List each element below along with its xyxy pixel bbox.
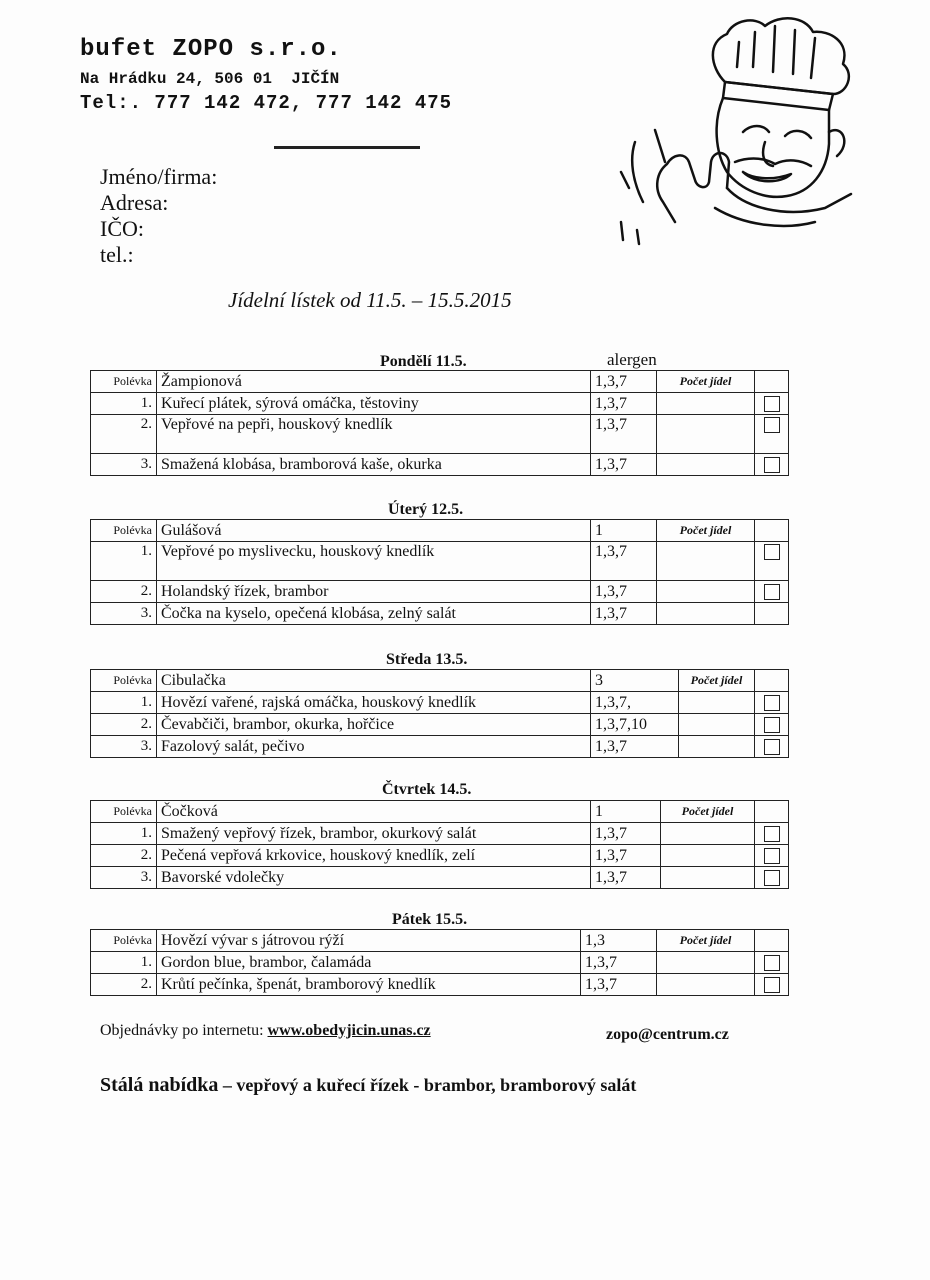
meal-name: Gordon blue, brambor, čalamáda <box>157 952 581 974</box>
allergen-value: 1 <box>591 801 661 823</box>
allergen-value: 1,3,7,10 <box>591 714 679 736</box>
table-row <box>91 845 789 867</box>
company-name: bufet ZOPO s.r.o. <box>80 36 342 63</box>
pocet-jidel-label: Počet jídel <box>657 930 755 952</box>
soup-name: Hovězí vývar s játrovou rýží <box>157 930 581 952</box>
chef-illustration <box>615 12 865 247</box>
contact-email[interactable]: zopo@centrum.cz <box>606 1026 729 1043</box>
allergen-value: 1,3 <box>581 930 657 952</box>
customer-name-label: Jméno/firma: <box>100 164 218 189</box>
table-row <box>91 736 789 758</box>
meal-number: 1. <box>91 692 157 714</box>
menu-table-wednesday <box>90 669 789 758</box>
meal-number: 1. <box>91 542 157 581</box>
soup-name: Cibulačka <box>157 670 591 692</box>
meal-name: Hovězí vařené, rajská omáčka, houskový knedlík <box>157 692 591 714</box>
order-checkbox[interactable] <box>764 417 780 433</box>
soup-name: Žampionová <box>157 371 591 393</box>
table-row <box>91 581 789 603</box>
quantity-cell[interactable] <box>661 867 755 889</box>
soup-label: Polévka <box>91 670 157 692</box>
order-checkbox[interactable] <box>764 870 780 886</box>
meal-number: 2. <box>91 415 157 454</box>
soup-label: Polévka <box>91 930 157 952</box>
day-heading-tuesday: Úterý 12.5. <box>388 501 464 518</box>
order-checkbox[interactable] <box>764 977 780 993</box>
soup-row <box>91 520 789 542</box>
soup-label: Polévka <box>91 371 157 393</box>
allergen-value: 1,3,7 <box>591 542 657 581</box>
menu-table-tuesday <box>90 519 789 625</box>
meal-name: Vepřové po myslivecku, houskový knedlík <box>157 542 591 581</box>
quantity-cell[interactable] <box>657 454 755 476</box>
customer-ico-label: IČO: <box>100 216 144 241</box>
quantity-cell[interactable] <box>679 736 755 758</box>
allergen-value: 1,3,7 <box>591 581 657 603</box>
table-row <box>91 393 789 415</box>
soup-row <box>91 801 789 823</box>
divider <box>274 146 420 149</box>
allergen-value: 1,3,7 <box>591 415 657 454</box>
meal-number: 1. <box>91 823 157 845</box>
table-row <box>91 867 789 889</box>
meal-number: 3. <box>91 867 157 889</box>
meal-name: Kuřecí plátek, sýrová omáčka, těstoviny <box>157 393 591 415</box>
soup-name: Gulášová <box>157 520 591 542</box>
soup-row <box>91 670 789 692</box>
customer-phone-label: tel.: <box>100 242 134 267</box>
company-address: Na Hrádku 24, 506 01 JIČÍN <box>80 70 340 88</box>
pocet-jidel-label: Počet jídel <box>657 520 755 542</box>
soup-row <box>91 930 789 952</box>
order-checkbox[interactable] <box>764 848 780 864</box>
empty-cell <box>755 930 789 952</box>
meal-name: Vepřové na pepři, houskový knedlík <box>157 415 591 454</box>
soup-name: Čočková <box>157 801 591 823</box>
soup-row <box>91 371 789 393</box>
pocet-jidel-label: Počet jídel <box>679 670 755 692</box>
allergen-value: 1,3,7 <box>591 845 661 867</box>
allergen-value: 1,3,7 <box>591 736 679 758</box>
table-row <box>91 603 789 625</box>
company-phones: Tel:. 777 142 472, 777 142 475 <box>80 92 453 114</box>
meal-number: 3. <box>91 603 157 625</box>
order-checkbox[interactable] <box>764 739 780 755</box>
table-row <box>91 692 789 714</box>
meal-number: 3. <box>91 454 157 476</box>
order-checkbox[interactable] <box>764 717 780 733</box>
meal-number: 1. <box>91 952 157 974</box>
day-heading-friday: Pátek 15.5. <box>392 911 468 928</box>
allergen-value: 3 <box>591 670 679 692</box>
table-row <box>91 823 789 845</box>
table-row <box>91 952 789 974</box>
day-heading-wednesday: Středa 13.5. <box>386 651 468 668</box>
allergen-value: 1,3,7 <box>581 974 657 996</box>
allergen-value: 1,3,7 <box>591 371 657 393</box>
menu-title: Jídelní lístek od 11.5. – 15.5.2015 <box>228 288 512 312</box>
meal-number: 2. <box>91 581 157 603</box>
permanent-offer-label: Stálá nabídka <box>100 1074 219 1096</box>
meal-name: Čočka na kyselo, opečená klobása, zelný salát <box>157 603 591 625</box>
order-checkbox[interactable] <box>764 695 780 711</box>
empty-cell <box>755 520 789 542</box>
meal-name: Smažená klobása, bramborová kaše, okurka <box>157 454 591 476</box>
allergen-value: 1,3,7 <box>591 393 657 415</box>
order-checkbox[interactable] <box>764 584 780 600</box>
empty-cell <box>755 670 789 692</box>
allergen-value: 1,3,7 <box>581 952 657 974</box>
table-row <box>91 714 789 736</box>
pocet-jidel-label: Počet jídel <box>661 801 755 823</box>
day-heading-thursday: Čtvrtek 14.5. <box>382 781 472 798</box>
online-orders-line <box>100 1022 431 1040</box>
meal-number: 2. <box>91 714 157 736</box>
quantity-cell[interactable] <box>657 974 755 996</box>
customer-address-label: Adresa: <box>100 190 169 215</box>
allergen-value: 1,3,7 <box>591 603 657 625</box>
quantity-cell[interactable] <box>679 692 755 714</box>
empty-cell <box>755 603 789 625</box>
meal-name: Pečená vepřová krkovice, houskový knedlík, zelí <box>157 845 591 867</box>
allergen-value: 1,3,7, <box>591 692 679 714</box>
quantity-cell[interactable] <box>657 581 755 603</box>
meal-name: Bavorské vdolečky <box>157 867 591 889</box>
table-row <box>91 974 789 996</box>
online-orders-label: Objednávky po internetu: <box>100 1022 264 1039</box>
soup-label: Polévka <box>91 801 157 823</box>
meal-number: 2. <box>91 974 157 996</box>
quantity-cell[interactable] <box>679 714 755 736</box>
table-row <box>91 415 789 454</box>
quantity-cell[interactable] <box>661 845 755 867</box>
order-checkbox[interactable] <box>764 955 780 971</box>
pocet-jidel-label: Počet jídel <box>657 371 755 393</box>
menu-table-thursday <box>90 800 789 889</box>
meal-number: 2. <box>91 845 157 867</box>
table-row <box>91 454 789 476</box>
menu-table-monday <box>90 370 789 476</box>
menu-table-friday <box>90 929 789 996</box>
order-checkbox[interactable] <box>764 457 780 473</box>
allergen-value: 1,3,7 <box>591 867 661 889</box>
meal-number: 3. <box>91 736 157 758</box>
allergen-value: 1 <box>591 520 657 542</box>
order-checkbox[interactable] <box>764 396 780 412</box>
meal-name: Čevabčiči, brambor, okurka, hořčice <box>157 714 591 736</box>
order-checkbox[interactable] <box>764 826 780 842</box>
quantity-cell[interactable] <box>657 542 755 581</box>
allergen-column-heading: alergen <box>607 350 657 369</box>
empty-cell <box>755 801 789 823</box>
quantity-cell[interactable] <box>657 393 755 415</box>
day-heading-monday: Pondělí 11.5. <box>380 353 467 370</box>
order-checkbox[interactable] <box>764 544 780 560</box>
meal-name: Fazolový salát, pečivo <box>157 736 591 758</box>
quantity-cell[interactable] <box>657 952 755 974</box>
soup-label: Polévka <box>91 520 157 542</box>
empty-cell <box>755 371 789 393</box>
permanent-offer-text: – vepřový a kuřecí řízek - brambor, bramborový salát <box>218 1075 637 1095</box>
meal-name: Holandský řízek, brambor <box>157 581 591 603</box>
meal-number: 1. <box>91 393 157 415</box>
orders-website-link[interactable]: www.obedyjicin.unas.cz <box>267 1022 431 1039</box>
quantity-cell[interactable] <box>657 415 755 454</box>
quantity-cell[interactable] <box>657 603 755 625</box>
meal-name: Krůtí pečínka, špenát, bramborový knedlík <box>157 974 581 996</box>
permanent-offer <box>100 1074 636 1097</box>
table-row <box>91 542 789 581</box>
allergen-value: 1,3,7 <box>591 454 657 476</box>
allergen-value: 1,3,7 <box>591 823 661 845</box>
meal-name: Smažený vepřový řízek, brambor, okurkový salát <box>157 823 591 845</box>
quantity-cell[interactable] <box>661 823 755 845</box>
